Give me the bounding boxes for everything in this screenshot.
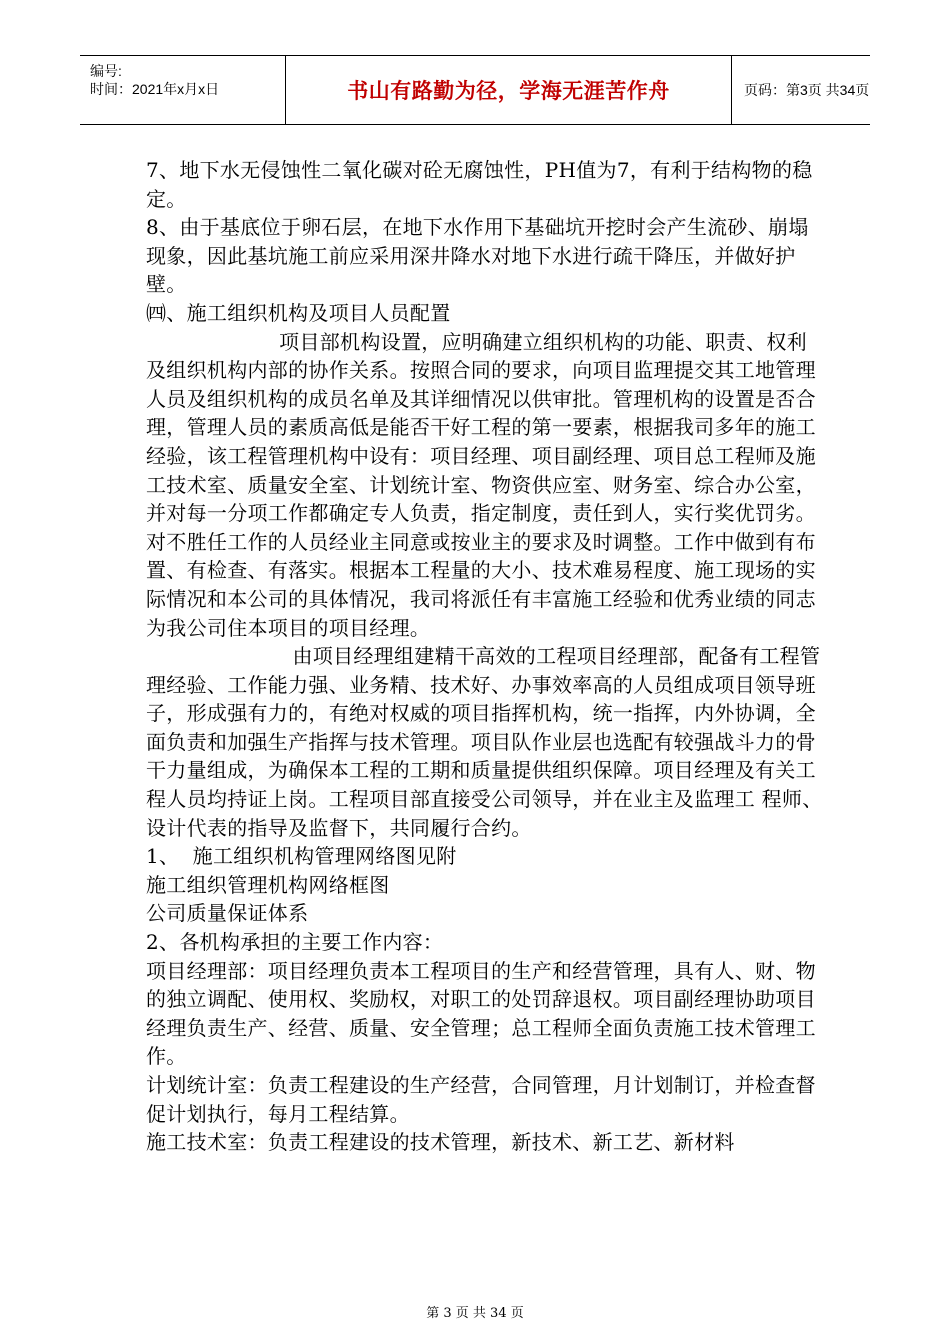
page-footer: 第 3 页 共 34 页 xyxy=(426,1306,524,1321)
body-paragraph: 由项目经理组建精干高效的工程项目经理部，配备有工程管理经验、工作能力强、业务精、技术好、办事效率高的人员组成项目领导班子，形成强有力的，有绝对权威的项目指挥机构，统一指挥，内外协调，全面负责和加强生产指挥与技术管理。项目队作业层也选配有较强战斗力的骨干力量组成，为确保本工程的工期和质量提供组织保障。项目经理及有关工程人员均持证上岗。工程项目部直接受公司领导，并在业主及监理工 程师、设计代表的指导及监督下，共同履行合约。 xyxy=(146,644,823,840)
body-paragraph: 计划统计室：负责工程建设的生产经营，合同管理，月计划制订，并检查督促计划执行，每月工程结算。 xyxy=(146,1073,816,1126)
body-line: 公司质量保证体系 xyxy=(146,901,309,926)
header-motto: 书山有路勤为径，学海无涯苦作舟 xyxy=(347,79,670,103)
body-paragraph: 项目部机构设置，应明确建立组织机构的功能、职责、权利及组织机构内部的协作关系。按照合同的要求，向项目监理提交其工地管理人员及组织机构的成员名单及其详细情况以供审批。管理机构的设置是否合理，管理人员的素质高低是能否干好工程的第一要素，根据我司多年的施工经验，该工程管理机构中设有：项目经理、项目副经理、项目总工程师及施工技术室、质量安全室、计划统计室、物资供应室、财务室、综合办公室，并对每一分项工作都确定专人负责，指定制度，责任到人，实行奖优罚劣。对不胜任工作的人员经业主同意或按业主的要求及时调整。工作中做到有布置、有检查、有落实。根据本工程量的大小、技术难易程度、施工现场的实际情况和本公司的具体情况，我司将派任有丰富施工经验和优秀业绩的同志为我公司住本项目的项目经理。 xyxy=(146,329,816,640)
header-page-info: 页码：第3页 共34页 xyxy=(744,82,870,98)
body-paragraph: 7、地下水无侵蚀性二氧化碳对砼无腐蚀性，PH值为7，有利于结构物的稳定。 xyxy=(146,158,813,211)
body-paragraph: 项目经理部：项目经理负责本工程项目的生产和经营管理，具有人、财、物的独立调配、使用权、奖励权，对职工的处罚辞退权。项目副经理协助项目经理负责生产、经营、质量、安全管理；总工程师全面负责施工技术管理工作。 xyxy=(146,958,816,1069)
document-time-label: 时间：2021年x月x日 xyxy=(90,81,220,97)
list-item: 2、各机构承担的主要工作内容： xyxy=(146,930,444,955)
document-body xyxy=(146,156,826,1157)
header-motto-cell xyxy=(285,56,732,124)
section-heading: ㈣、施工组织机构及项目人员配置 xyxy=(146,300,451,325)
page-header xyxy=(80,55,870,125)
body-paragraph: 施工技术室：负责工程建设的技术管理，新技术、新工艺、新材料 xyxy=(146,1130,735,1155)
document-number-label: 编号: xyxy=(90,63,122,79)
body-line: 施工组织管理机构网络框图 xyxy=(146,872,390,897)
header-meta xyxy=(80,56,285,124)
list-item: 1、 施工组织机构管理网络图见附 xyxy=(146,844,457,869)
body-paragraph: 8、由于基底位于卵石层，在地下水作用下基础坑开挖时会产生流砂、崩塌现象，因此基坑施工前应采用深井降水对地下水进行疏干降压，并做好护壁。 xyxy=(146,215,809,297)
